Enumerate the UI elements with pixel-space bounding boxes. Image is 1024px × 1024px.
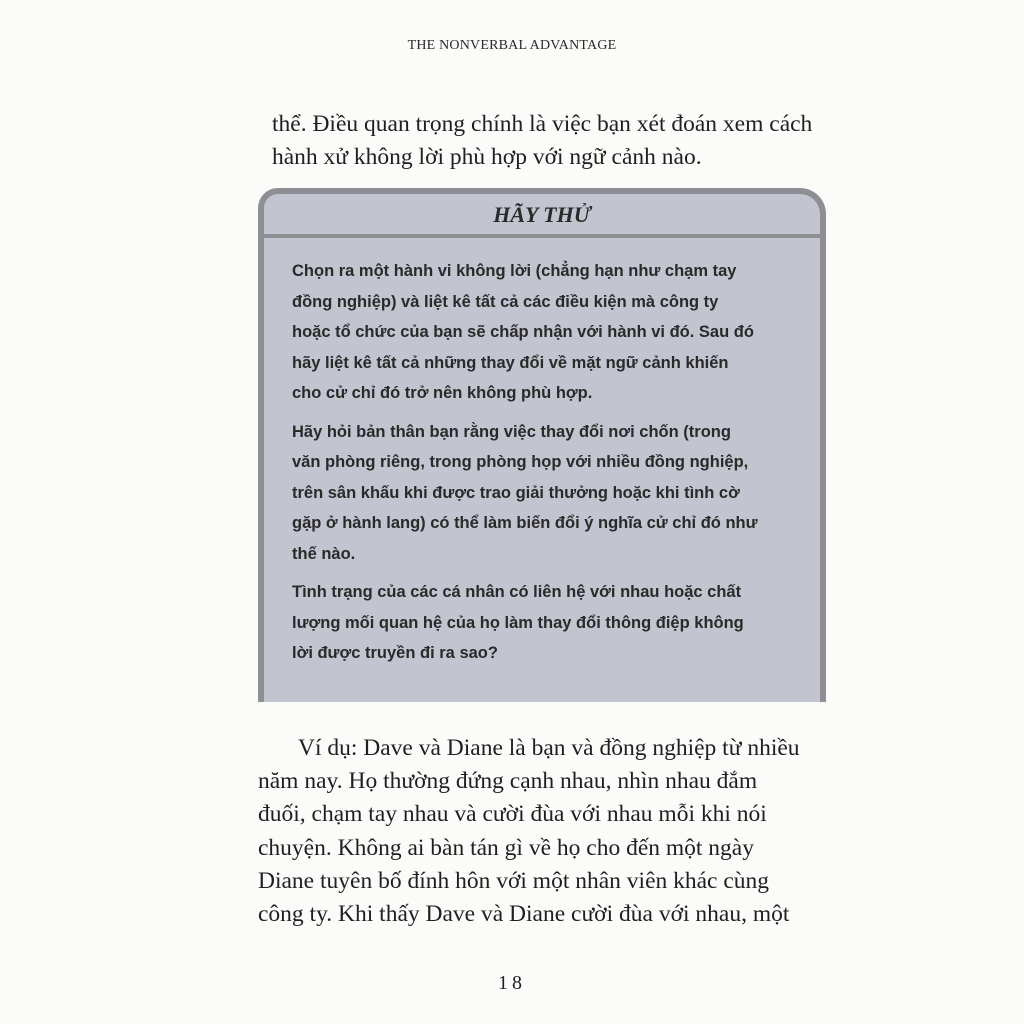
example-line: chuyện. Không ai bàn tán gì về họ cho đến một ngày (258, 834, 754, 861)
try-it-line: lời được truyền đi ra sao? (292, 644, 498, 662)
try-it-line: Chọn ra một hành vi không lời (chẳng hạn như chạm tay (292, 262, 737, 280)
intro-line: thể. Điều quan trọng chính là việc bạn xét đoán xem cách (272, 111, 813, 137)
running-head: THE NONVERBAL ADVANTAGE (407, 38, 617, 53)
try-it-line: trên sân khấu khi được trao giải thưởng hoặc khi tình cờ (292, 483, 740, 502)
example-line: Diane tuyên bố đính hôn với một nhân viên khác cùng (258, 867, 770, 894)
try-it-paragraph (292, 577, 808, 669)
try-it-paragraph (292, 256, 808, 409)
intro-paragraph (272, 108, 832, 174)
example-line: đuối, chạm tay nhau và cười đùa với nhau mỗi khi nói (258, 801, 767, 828)
try-it-box (258, 188, 826, 702)
page-number: 18 (498, 972, 526, 994)
try-it-line: cho cử chỉ đó trở nên không phù hợp. (292, 384, 593, 402)
try-it-line: đồng nghiệp) và liệt kê tất cả các điều kiện mà công ty (292, 292, 719, 311)
try-it-line: hãy liệt kê tất cả những thay đổi về mặt ngữ cảnh khiến (292, 353, 729, 372)
try-it-paragraph (292, 417, 808, 570)
try-it-line: Tình trạng của các cá nhân có liên hệ với nhau hoặc chất (292, 583, 742, 601)
try-it-title: HÃY THỬ (264, 194, 820, 238)
try-it-line: thế nào. (292, 544, 356, 563)
try-it-line: gặp ở hành lang) có thể làm biến đổi ý nghĩa cử chỉ đó như (292, 514, 758, 532)
example-paragraph (258, 732, 838, 931)
example-line: công ty. Khi thấy Dave và Diane cười đùa với nhau, một (258, 901, 790, 928)
try-it-line: văn phòng riêng, trong phòng họp với nhiều đồng nghiệp, (292, 453, 749, 471)
example-line: Ví dụ: Dave và Diane là bạn và đồng nghiệp từ nhiều (298, 735, 800, 761)
try-it-line: Hãy hỏi bản thân bạn rằng việc thay đổi nơi chốn (trong (292, 422, 731, 441)
intro-line: hành xử không lời phù hợp với ngữ cảnh nào. (272, 144, 702, 170)
try-it-line: lượng mối quan hệ của họ làm thay đổi thông điệp không (292, 613, 744, 632)
try-it-body (264, 238, 820, 669)
try-it-line: hoặc tổ chức của bạn sẽ chấp nhận với hành vi đó. Sau đó (292, 323, 754, 341)
example-line: năm nay. Họ thường đứng cạnh nhau, nhìn nhau đắm (258, 768, 758, 795)
